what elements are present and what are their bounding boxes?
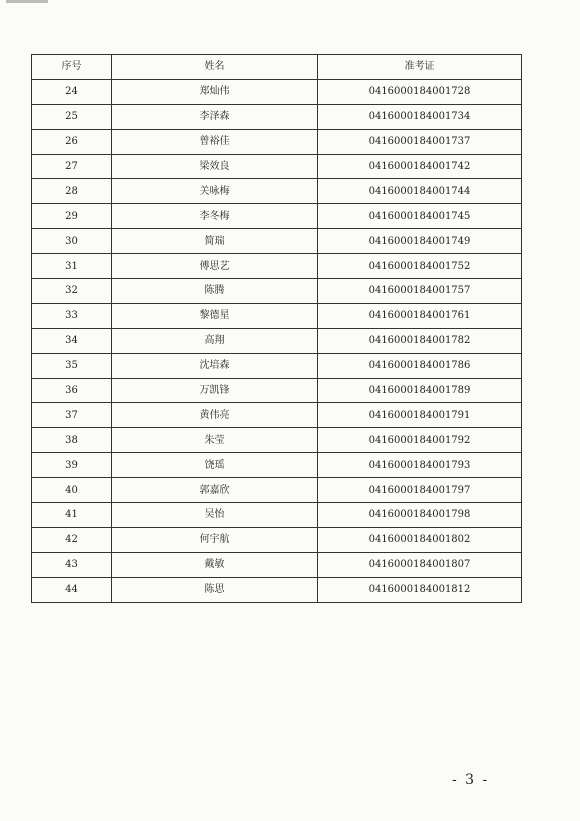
cell-serial-number: 44	[32, 577, 112, 602]
cell-admission-ticket: 0416000184001798	[318, 503, 522, 528]
cell-name: 梁效良	[112, 154, 318, 179]
cell-serial-number: 30	[32, 229, 112, 254]
cell-admission-ticket: 0416000184001789	[318, 378, 522, 403]
table-row	[32, 129, 522, 154]
table-row	[32, 254, 522, 279]
cell-name: 黄伟亮	[112, 403, 318, 428]
cell-admission-ticket: 0416000184001782	[318, 328, 522, 353]
table-row	[32, 503, 522, 528]
table-row	[32, 577, 522, 602]
cell-serial-number: 43	[32, 552, 112, 577]
cell-name: 陈腾	[112, 279, 318, 304]
cell-name: 李泽森	[112, 104, 318, 129]
cell-name: 黎德星	[112, 303, 318, 328]
cell-name: 郭嘉欣	[112, 478, 318, 503]
cell-name: 简瑞	[112, 229, 318, 254]
cell-serial-number: 26	[32, 129, 112, 154]
cell-serial-number: 29	[32, 204, 112, 229]
cell-serial-number: 25	[32, 104, 112, 129]
table-row	[32, 403, 522, 428]
cell-serial-number: 32	[32, 279, 112, 304]
table-row	[32, 527, 522, 552]
cell-serial-number: 35	[32, 353, 112, 378]
page-number: - 3 -	[452, 772, 490, 788]
candidate-table	[31, 54, 522, 603]
table-row	[32, 328, 522, 353]
table-row	[32, 79, 522, 104]
header-serial-number: 序号	[32, 55, 112, 80]
cell-admission-ticket: 0416000184001737	[318, 129, 522, 154]
cell-name: 沈培森	[112, 353, 318, 378]
cell-admission-ticket: 0416000184001786	[318, 353, 522, 378]
cell-serial-number: 37	[32, 403, 112, 428]
cell-admission-ticket: 0416000184001745	[318, 204, 522, 229]
cell-serial-number: 36	[32, 378, 112, 403]
cell-serial-number: 24	[32, 79, 112, 104]
candidate-table-container	[31, 54, 521, 603]
cell-serial-number: 41	[32, 503, 112, 528]
scan-edge-mark	[6, 0, 48, 3]
cell-name: 何宇航	[112, 527, 318, 552]
table-row	[32, 229, 522, 254]
cell-name: 郑灿伟	[112, 79, 318, 104]
cell-name: 饶瑶	[112, 453, 318, 478]
cell-admission-ticket: 0416000184001792	[318, 428, 522, 453]
table-row	[32, 552, 522, 577]
table-row	[32, 179, 522, 204]
cell-admission-ticket: 0416000184001802	[318, 527, 522, 552]
cell-serial-number: 28	[32, 179, 112, 204]
table-header-row	[32, 55, 522, 80]
cell-serial-number: 27	[32, 154, 112, 179]
cell-serial-number: 42	[32, 527, 112, 552]
cell-serial-number: 34	[32, 328, 112, 353]
cell-serial-number: 39	[32, 453, 112, 478]
cell-name: 万凯锋	[112, 378, 318, 403]
cell-admission-ticket: 0416000184001761	[318, 303, 522, 328]
table-row	[32, 353, 522, 378]
cell-name: 傅思艺	[112, 254, 318, 279]
table-row	[32, 279, 522, 304]
cell-admission-ticket: 0416000184001791	[318, 403, 522, 428]
cell-admission-ticket: 0416000184001807	[318, 552, 522, 577]
table-row	[32, 303, 522, 328]
cell-name: 吴怡	[112, 503, 318, 528]
table-row	[32, 478, 522, 503]
cell-name: 曾裕佳	[112, 129, 318, 154]
cell-admission-ticket: 0416000184001749	[318, 229, 522, 254]
table-row	[32, 154, 522, 179]
cell-name: 李冬梅	[112, 204, 318, 229]
cell-serial-number: 31	[32, 254, 112, 279]
cell-serial-number: 33	[32, 303, 112, 328]
cell-admission-ticket: 0416000184001797	[318, 478, 522, 503]
cell-name: 戴敏	[112, 552, 318, 577]
cell-admission-ticket: 0416000184001812	[318, 577, 522, 602]
cell-admission-ticket: 0416000184001752	[318, 254, 522, 279]
cell-name: 高翔	[112, 328, 318, 353]
table-row	[32, 378, 522, 403]
table-row	[32, 204, 522, 229]
cell-name: 朱莹	[112, 428, 318, 453]
cell-serial-number: 38	[32, 428, 112, 453]
cell-admission-ticket: 0416000184001728	[318, 79, 522, 104]
cell-admission-ticket: 0416000184001793	[318, 453, 522, 478]
header-admission-ticket: 准考证	[318, 55, 522, 80]
cell-admission-ticket: 0416000184001742	[318, 154, 522, 179]
cell-admission-ticket: 0416000184001757	[318, 279, 522, 304]
cell-admission-ticket: 0416000184001734	[318, 104, 522, 129]
table-row	[32, 453, 522, 478]
cell-admission-ticket: 0416000184001744	[318, 179, 522, 204]
cell-name: 关咏梅	[112, 179, 318, 204]
cell-name: 陈思	[112, 577, 318, 602]
table-row	[32, 104, 522, 129]
cell-serial-number: 40	[32, 478, 112, 503]
table-row	[32, 428, 522, 453]
header-name: 姓名	[112, 55, 318, 80]
